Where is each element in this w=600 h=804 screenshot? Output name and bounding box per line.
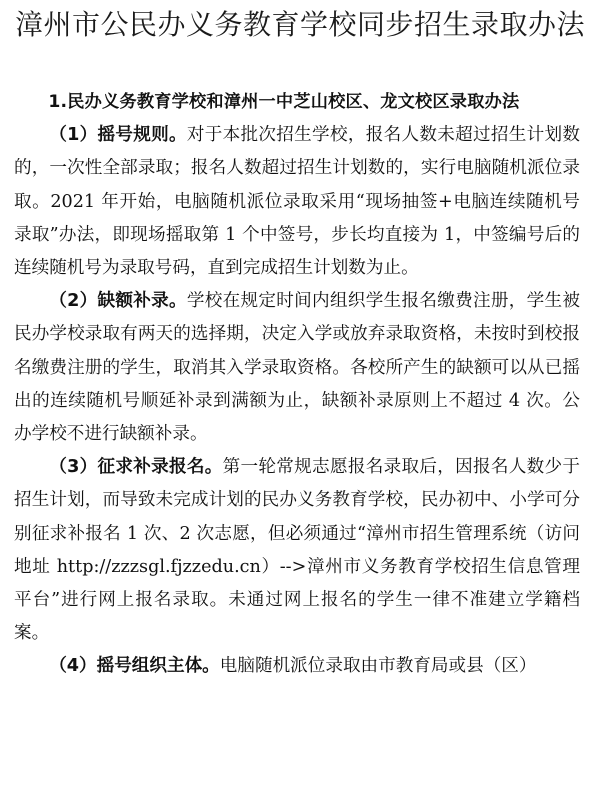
paragraph-label: （2）缺额补录。 <box>49 291 187 312</box>
paragraph-lottery-rules <box>14 119 580 285</box>
paragraph-text: 电脑随机派位录取由市教育局或县（区） <box>219 656 537 677</box>
paragraph-label: （1）摇号规则。 <box>49 125 187 146</box>
paragraph-text: 第一轮常规志愿报名录取后，因报名人数少于招生计划，而导致未完成计划的民办义务教育学校，民办初中、小学可分别征求补报名 1 次、2 次志愿，但必须通过“漳州市招生管理系统（访问地址 http://zzzsgl.fjzzedu.cn）-->漳州市义务教育学校招生信息管理平台”进行网上报名录取。未通过网上报名的学生一律不准建立学籍档案。 <box>14 457 580 644</box>
document-body <box>14 86 580 684</box>
paragraph-label: （3）征求补录报名。 <box>49 457 223 478</box>
paragraph-text: 对于本批次招生学校，报名人数未超过招生计划数的，一次性全部录取；报名人数超过招生计划数的，实行电脑随机派位录取。2021 年开始，电脑随机派位录取采用“现场抽签+电脑连续随机号录取”办法，即现场摇取第 1 个中签号，步长均直接为 1，中签编号后的连续随机号为录取号码，直到完成招生计划数为止。 <box>14 125 580 279</box>
section-heading: 1.民办义务教育学校和漳州一中芝山校区、龙文校区录取办法 <box>48 92 520 112</box>
paragraph-supplementary-registration <box>14 451 580 650</box>
paragraph-label: （4）摇号组织主体。 <box>49 656 220 677</box>
paragraph-text: 学校在规定时间内组织学生报名缴费注册，学生被民办学校录取有两天的选择期，决定入学或放弃录取资格，未按时到校报名缴费注册的学生，取消其入学录取资格。各校所产生的缺额可以从已摇出的连续随机号顺延补录到满额为止，缺额补录原则上不超过 4 次。公办学校不进行缺额补录。 <box>14 291 580 445</box>
paragraph-lottery-organizer <box>14 650 580 683</box>
paragraph-vacancy-supplement <box>14 285 580 451</box>
document-title: 漳州市公民办义务教育学校同步招生录取办法 <box>14 8 585 41</box>
